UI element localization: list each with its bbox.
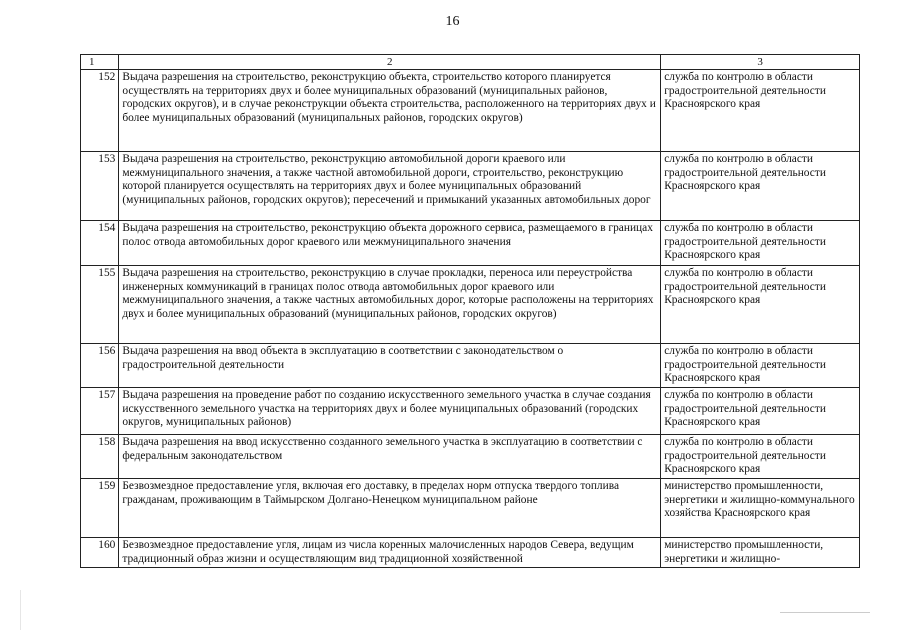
row-number: 159	[81, 479, 119, 538]
row-number: 154	[81, 221, 119, 266]
responsible-authority: служба по контролю в области градостроительной деятельности Красноярского края	[661, 152, 860, 221]
row-number: 160	[81, 538, 119, 568]
scan-edge-line	[780, 612, 870, 613]
responsible-authority: министерство промышленности, энергетики и жилищно-коммунального хозяйства Красноярского края	[661, 479, 860, 538]
service-description: Выдача разрешения на строительство, реконструкцию объекта дорожного сервиса, размещаемого в границах полос отвода автомобильных дорог краевого или межмуниципального значения	[119, 221, 661, 266]
page-number: 16	[445, 14, 460, 29]
responsible-authority: служба по контролю в области градостроительной деятельности Красноярского края	[661, 266, 860, 344]
service-description: Безвозмездное предоставление угля, включая его доставку, в пределах норм отпуска твердого топлива гражданам, проживающим в Таймырском Долгано-Ненецком муниципальном районе	[119, 479, 661, 538]
service-description: Выдача разрешения на строительство, реконструкцию объекта, строительство которого планируется осуществлять на территориях двух и более муниципальных образований (муниципальных районов, городских округов), и в случае реконструкции объекта строительства, расположенного на территориях двух и более муниципальных образований (муниципальных районов, городских округов)	[119, 70, 661, 152]
service-description: Выдача разрешения на ввод объекта в эксплуатацию в соответствии с законодательством о градостроительной деятельности	[119, 344, 661, 388]
table-row	[81, 344, 860, 388]
row-number: 152	[81, 70, 119, 152]
header-col-1: 1	[81, 55, 119, 70]
header-col-2: 2	[119, 55, 661, 70]
row-number: 153	[81, 152, 119, 221]
service-description: Выдача разрешения на проведение работ по созданию искусственного земельного участка в случае создания искусственного земельного участка на территориях двух и более муниципальных образований (городских округов, муниципальных районов)	[119, 388, 661, 435]
responsible-authority: министерство промышленности, энергетики и жилищно-	[661, 538, 860, 568]
responsible-authority: служба по контролю в области градостроительной деятельности Красноярского края	[661, 388, 860, 435]
service-description: Выдача разрешения на ввод искусственно созданного земельного участка в эксплуатацию в соответствии с федеральным законодательством	[119, 435, 661, 479]
responsible-authority: служба по контролю в области градостроительной деятельности Красноярского края	[661, 70, 860, 152]
services-table	[80, 54, 860, 568]
row-number: 157	[81, 388, 119, 435]
header-col-3: 3	[661, 55, 860, 70]
service-description: Выдача разрешения на строительство, реконструкцию в случае прокладки, переноса или переустройства инженерных коммуникаций в границах полос отвода автомобильных дорог краевого или межмуниципального значения, а также частных автомобильных дорог, которые расположены на территориях двух и более муниципальных образований (муниципальных районов, городских округов)	[119, 266, 661, 344]
table-row	[81, 479, 860, 538]
responsible-authority: служба по контролю в области градостроительной деятельности Красноярского края	[661, 344, 860, 388]
table-row	[81, 388, 860, 435]
table-header-row	[81, 55, 860, 70]
table-row	[81, 538, 860, 568]
table-row	[81, 266, 860, 344]
table-row	[81, 152, 860, 221]
table-row	[81, 70, 860, 152]
service-description: Выдача разрешения на строительство, реконструкцию автомобильной дороги краевого или межмуниципального значения, а также частной автомобильной дороги, строительство, реконструкцию которой планируется осуществлять на территориях двух и более муниципальных образований (муниципальных районов, городских округов); пересечений и примыканий указанных автомобильных дорог	[119, 152, 661, 221]
responsible-authority: служба по контролю в области градостроительной деятельности Красноярского края	[661, 221, 860, 266]
table-row	[81, 221, 860, 266]
service-description: Безвозмездное предоставление угля, лицам из числа коренных малочисленных народов Севера, ведущим традиционный образ жизни и осуществляющим вид традиционной хозяйственной	[119, 538, 661, 568]
row-number: 155	[81, 266, 119, 344]
responsible-authority: служба по контролю в области градостроительной деятельности Красноярского края	[661, 435, 860, 479]
table-row	[81, 435, 860, 479]
scan-edge-mark	[20, 590, 21, 630]
row-number: 156	[81, 344, 119, 388]
row-number: 158	[81, 435, 119, 479]
